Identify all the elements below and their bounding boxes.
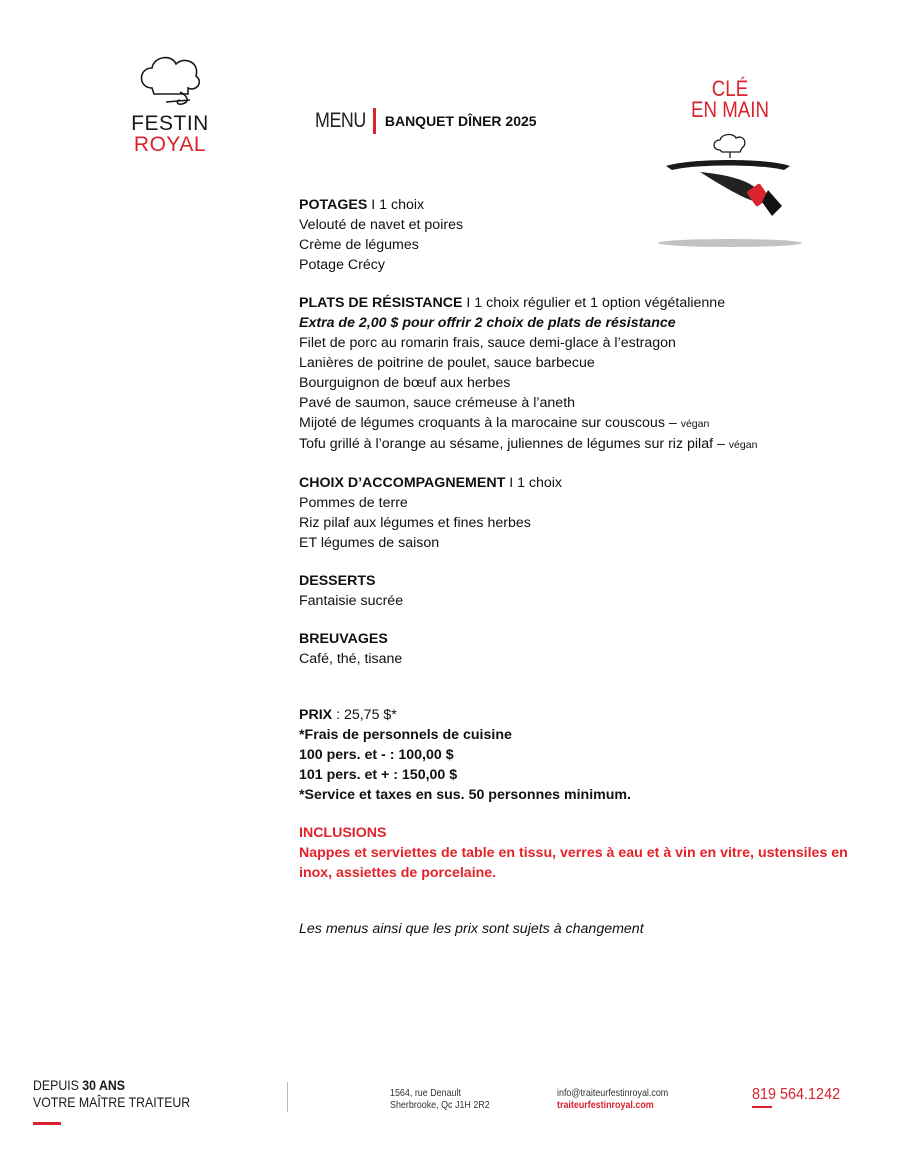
list-item: Bourguignon de bœuf aux herbes [299, 375, 511, 391]
footer-accent-bar [33, 1122, 61, 1125]
pricing-note: *Frais de personnels de cuisine [299, 727, 512, 743]
inclusions-block [299, 823, 859, 883]
festin-royal-logo [130, 50, 210, 160]
list-item: Pommes de terre [299, 495, 408, 511]
list-item: Café, thé, tisane [299, 651, 403, 667]
pricing-note: 101 pers. et + : 150,00 $ [299, 767, 458, 783]
list-item: Lanières de poitrine de poulet, sauce barbecue [299, 355, 595, 371]
inclusions-title: INCLUSIONS [299, 825, 387, 841]
page-title: BANQUET DÎNER 2025 [384, 113, 537, 129]
list-item: Fantaisie sucrée [299, 593, 404, 609]
logo-festin-text: FESTIN [131, 112, 209, 135]
pricing-block [299, 705, 859, 805]
since-prefix: DEPUIS [33, 1077, 83, 1093]
list-item: Crème de légumes [299, 237, 419, 253]
footer-tagline [33, 1077, 190, 1111]
footer-divider [287, 1082, 288, 1112]
since-years: 30 ANS [82, 1077, 125, 1093]
disclaimer: Les menus ainsi que les prix sont sujets à changement [299, 921, 644, 937]
menu-header [315, 108, 537, 134]
footer-contact [557, 1087, 668, 1111]
website-link[interactable]: traiteurfestinroyal.com [557, 1099, 654, 1111]
list-item: Filet de porc au romarin frais, sauce demi-glace à l’estragon [299, 335, 676, 351]
pricing-note: 100 pers. et - : 100,00 $ [299, 747, 454, 763]
badge-en-main-text: EN MAIN [691, 97, 769, 122]
section-heading: PLATS DE RÉSISTANCE I 1 choix régulier et 1 option végétalienne [299, 295, 726, 311]
section-potages [299, 195, 859, 275]
header-divider [373, 108, 376, 134]
vegan-tag: végan [728, 439, 758, 451]
extra-note: Extra de 2,00 $ pour offrir 2 choix de plats de résistance [299, 315, 676, 331]
footer-address: 1564, rue Denault Sherbrooke, Qc J1H 2R2 [390, 1087, 490, 1111]
inclusions-text: Nappes et serviettes de table en tissu, verres à eau et à vin en vitre, ustensiles en inox, assiettes de porcelaine. [299, 845, 848, 881]
section-desserts [299, 571, 859, 611]
chef-hat-icon [130, 50, 210, 108]
pricing-note: *Service et taxes en sus. 50 personnes minimum. [299, 787, 631, 803]
phone-accent-bar [752, 1106, 772, 1108]
section-heading: CHOIX D’ACCOMPAGNEMENT I 1 choix [299, 475, 563, 491]
menu-content [299, 195, 859, 939]
list-item: Pavé de saumon, sauce crémeuse à l’aneth [299, 395, 576, 411]
section-heading: BREUVAGES [299, 631, 388, 647]
list-item: Mijoté de légumes croquants à la marocaine sur couscous – végan [299, 415, 710, 431]
section-heading: DESSERTS [299, 573, 376, 589]
vegan-tag: végan [680, 418, 710, 430]
list-item: Potage Crécy [299, 257, 385, 273]
section-plats [299, 293, 859, 455]
logo-royal-text: ROYAL [133, 133, 207, 156]
list-item: Riz pilaf aux légumes et fines herbes [299, 515, 531, 531]
section-breuvages [299, 629, 859, 669]
menu-word: MENU [315, 109, 366, 132]
email-link[interactable]: info@traiteurfestinroyal.com [557, 1087, 669, 1099]
price-line: PRIX : 25,75 $* [299, 707, 397, 723]
badge-cle-text: CLÉ [711, 76, 749, 101]
list-item: Tofu grillé à l’orange au sésame, juliennes de légumes sur riz pilaf – végan [299, 436, 758, 452]
list-item: Velouté de navet et poires [299, 217, 464, 233]
phone-number[interactable]: 819 564.1242 [752, 1086, 841, 1103]
tagline: VOTRE MAÎTRE TRAITEUR [33, 1094, 191, 1110]
section-accompagnement [299, 473, 859, 553]
list-item: ET légumes de saison [299, 535, 440, 551]
section-heading: POTAGES I 1 choix [299, 197, 425, 213]
